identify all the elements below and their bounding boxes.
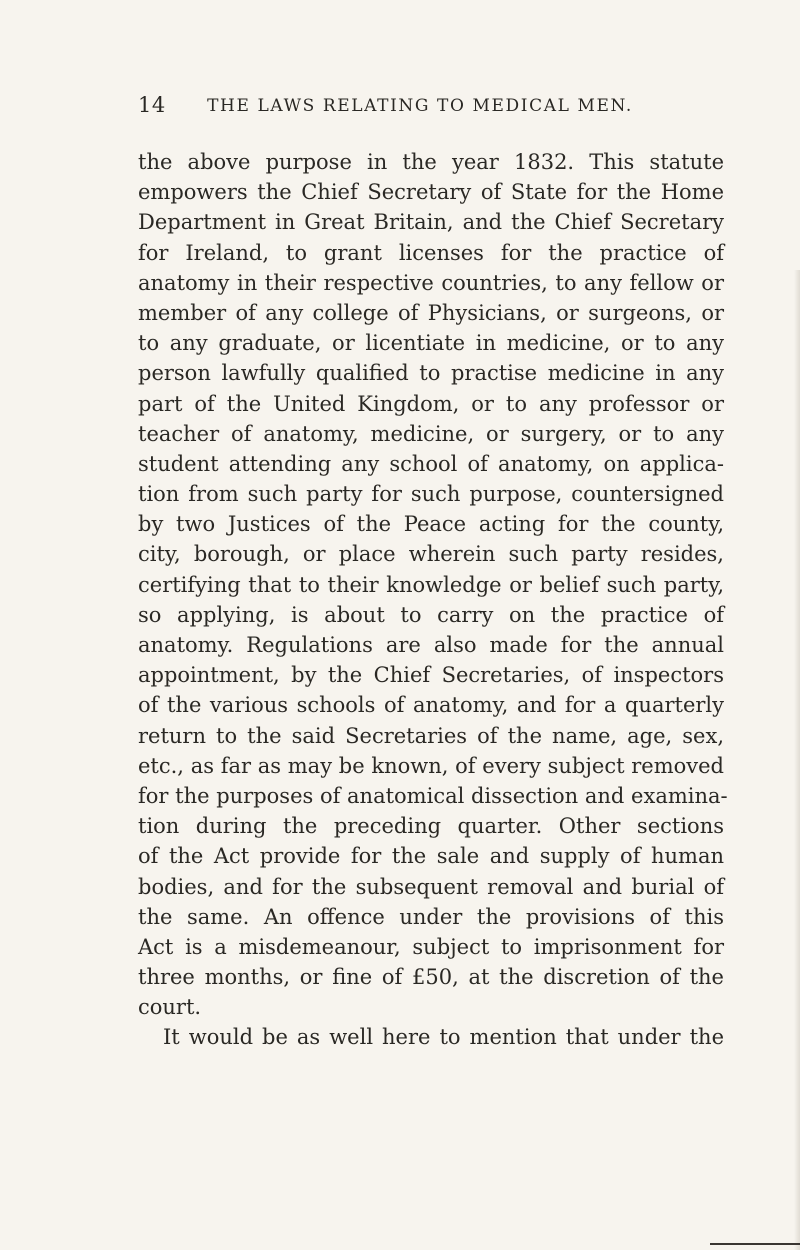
text-line: the above purpose in the year 1832. This statute [138, 150, 724, 174]
text-line: return to the said Secretaries of the name, age, sex, [138, 723, 724, 748]
text-line: so applying, is about to carry on the practice of [138, 602, 724, 627]
page-edge-rule [710, 1243, 800, 1245]
text-line: city, borough, or place wherein such party resides, [138, 542, 724, 567]
text-line: tion during the preceding quarter. Other sections [138, 814, 724, 839]
text-line: tion from such party for such purpose, countersigned [138, 482, 724, 507]
text-line: certifying that to their knowledge or belief such party, [138, 572, 724, 597]
text-line: to any graduate, or licentiate in medicine, or to any [138, 331, 724, 356]
text-line: appointment, by the Chief Secretaries, of inspectors [138, 663, 724, 688]
text-line: anatomy in their respective countries, to any fellow or [138, 270, 724, 295]
text-line: bodies, and for the subsequent removal and burial of [138, 874, 724, 899]
text-line: empowers the Chief Secretary of State for the Home [138, 180, 724, 205]
text-line: student attending any school of anatomy, on applica- [138, 451, 724, 476]
text-line: It would be as well here to mention that under the [163, 1025, 724, 1050]
page-number: 14 [138, 93, 166, 117]
text-line: court. [138, 995, 202, 1020]
text-line: for the purposes of anatomical dissection and examina- [138, 783, 728, 808]
text-line: of the Act provide for the sale and supply of human [138, 844, 724, 869]
text-line: person lawfully qualified to practise medicine in any [138, 361, 724, 386]
text-line: teacher of anatomy, medicine, or surgery, or to any [138, 421, 724, 446]
text-line: Department in Great Britain, and the Chief Secretary [138, 210, 724, 235]
running-head: THE LAWS RELATING TO MEDICAL MEN. [207, 96, 633, 116]
text-line: by two Justices of the Peace acting for the county, [138, 512, 724, 537]
text-line: of the various schools of anatomy, and for a quarterly [138, 693, 724, 718]
body-text [138, 147, 728, 1053]
text-line: part of the United Kingdom, or to any professor or [138, 391, 724, 416]
text-line: the same. An offence under the provisions of this [138, 904, 724, 929]
text-line: anatomy. Regulations are also made for the annual [138, 633, 724, 657]
page-edge-shadow [794, 270, 800, 1250]
text-line: Act is a misdemeanour, subject to imprisonment for [138, 934, 724, 959]
text-line: etc., as far as may be known, of every subject removed [138, 753, 724, 778]
text-line: for Ireland, to grant licenses for the practice of [138, 240, 724, 265]
text-line: member of any college of Physicians, or surgeons, or [138, 300, 724, 325]
text-line: three months, or fine of £50, at the discretion of the [138, 965, 724, 990]
